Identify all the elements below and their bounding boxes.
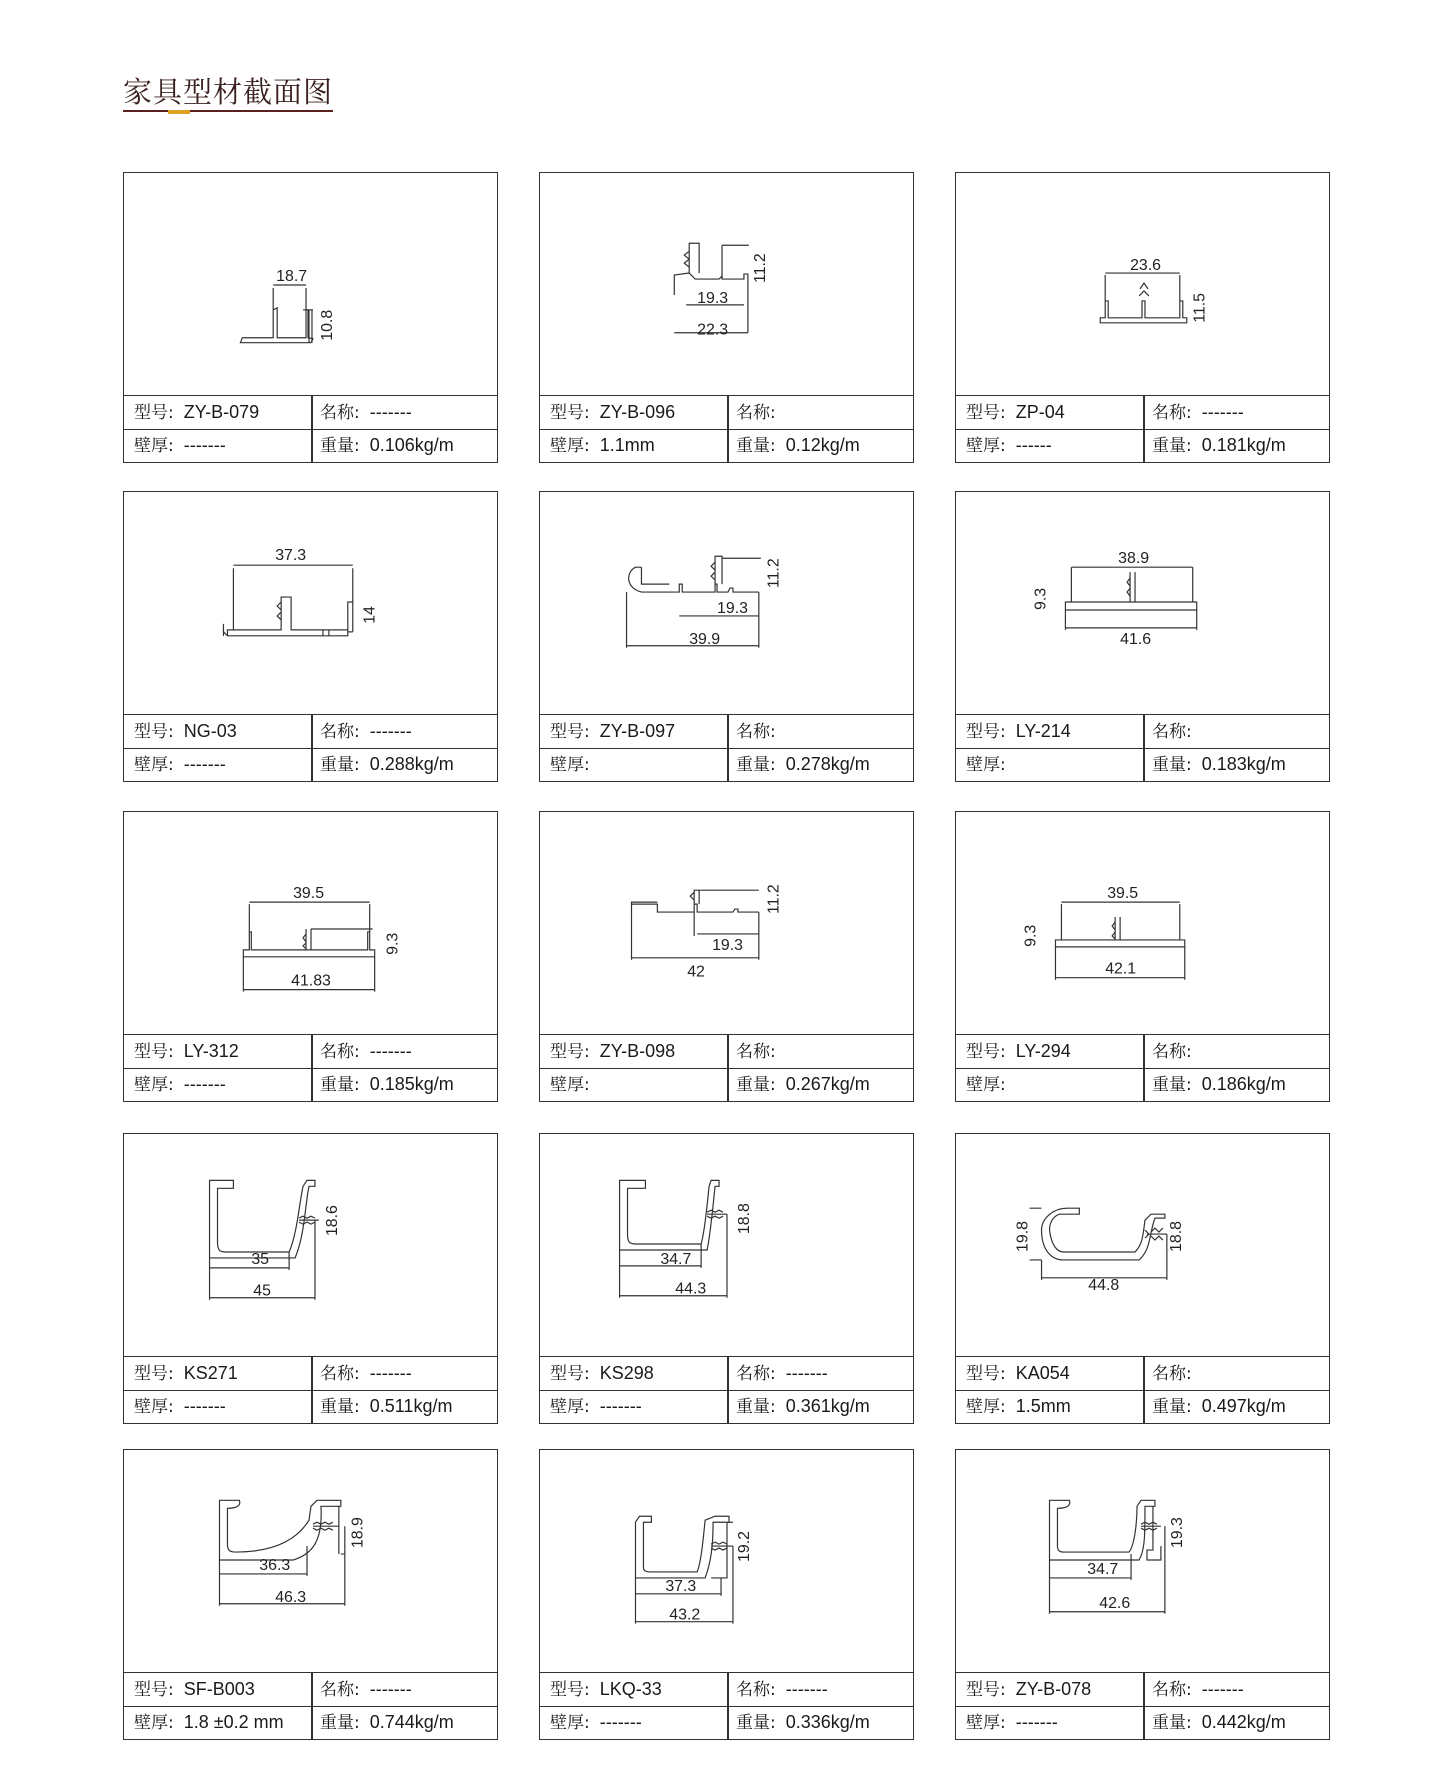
profile-drawing bbox=[124, 812, 497, 1037]
label-weight: 重量: bbox=[320, 1397, 360, 1417]
label-weight: 重量: bbox=[320, 1713, 360, 1733]
profile-drawing bbox=[540, 1134, 913, 1359]
label-model: 型号: bbox=[134, 722, 174, 742]
label-name: 名称: bbox=[1152, 1364, 1192, 1384]
profile-info-table bbox=[124, 1356, 497, 1423]
dim-width: 23.6 bbox=[1130, 257, 1162, 275]
name-value: ------- bbox=[369, 1041, 412, 1061]
dim-height: 19.2 bbox=[735, 1531, 753, 1563]
wall-value: ------ bbox=[1015, 435, 1052, 455]
label-wall: 壁厚: bbox=[134, 1075, 174, 1095]
label-name: 名称: bbox=[736, 1364, 776, 1384]
profile-info-table bbox=[124, 714, 497, 781]
title-accent-mark bbox=[168, 110, 190, 114]
model-value: LY-294 bbox=[1015, 1041, 1071, 1061]
profile-card-zy-b-097 bbox=[539, 491, 914, 782]
dim-height: 18.6 bbox=[323, 1205, 341, 1237]
label-model: 型号: bbox=[966, 403, 1006, 423]
model-value: ZY-B-079 bbox=[183, 402, 260, 422]
weight-value: 0.267kg/m bbox=[785, 1074, 870, 1094]
profile-drawing bbox=[540, 173, 913, 398]
label-wall: 壁厚: bbox=[550, 1713, 590, 1733]
profile-drawing bbox=[540, 492, 913, 717]
profile-card-sf-b003 bbox=[123, 1449, 498, 1740]
label-weight: 重量: bbox=[1152, 1397, 1192, 1417]
label-model: 型号: bbox=[134, 1042, 174, 1062]
label-name: 名称: bbox=[1152, 722, 1192, 742]
profile-drawing bbox=[956, 812, 1329, 1037]
weight-value: 0.186kg/m bbox=[1201, 1074, 1286, 1094]
dim-height: 10.8 bbox=[318, 309, 336, 341]
profile-drawing bbox=[956, 1134, 1329, 1359]
profile-card-lkq-33 bbox=[539, 1449, 914, 1740]
label-wall: 壁厚: bbox=[966, 1075, 1006, 1095]
model-value: LY-214 bbox=[1015, 721, 1071, 741]
profile-drawing bbox=[124, 1134, 497, 1359]
label-wall: 壁厚: bbox=[550, 436, 590, 456]
dim-width: 42.6 bbox=[1099, 1594, 1131, 1612]
wall-value: ------- bbox=[183, 754, 226, 774]
profile-drawing bbox=[124, 173, 497, 398]
wall-value: 1.8 ±0.2 mm bbox=[183, 1712, 284, 1732]
model-value: KS271 bbox=[183, 1363, 238, 1383]
dim-width: 45 bbox=[253, 1282, 272, 1300]
profile-drawing bbox=[540, 812, 913, 1037]
page-title: 家具型材截面图 bbox=[123, 75, 334, 109]
dim-height: 11.2 bbox=[751, 253, 769, 284]
label-name: 名称: bbox=[736, 403, 776, 423]
wall-value: ------- bbox=[599, 1396, 642, 1416]
dim-height: 9.3 bbox=[1032, 587, 1050, 610]
label-model: 型号: bbox=[550, 1042, 590, 1062]
weight-value: 0.361kg/m bbox=[785, 1396, 870, 1416]
wall-value: 1.5mm bbox=[1015, 1396, 1071, 1416]
model-value: ZP-04 bbox=[1015, 402, 1065, 422]
profile-drawing bbox=[124, 492, 497, 717]
label-model: 型号: bbox=[550, 1364, 590, 1384]
label-weight: 重量: bbox=[1152, 1075, 1192, 1095]
label-weight: 重量: bbox=[1152, 1713, 1192, 1733]
dim-inner-width: 19.3 bbox=[697, 289, 729, 307]
dim-height: 9.3 bbox=[1022, 924, 1040, 947]
profile-drawing bbox=[124, 1450, 497, 1675]
label-model: 型号: bbox=[134, 1364, 174, 1384]
dim-height: 11.2 bbox=[765, 884, 783, 915]
label-weight: 重量: bbox=[736, 755, 776, 775]
wall-value: ------- bbox=[183, 1396, 226, 1416]
dim-height: 14 bbox=[361, 606, 379, 624]
name-value: ------- bbox=[1201, 1679, 1244, 1699]
weight-value: 0.183kg/m bbox=[1201, 754, 1286, 774]
model-value: ZY-B-078 bbox=[1015, 1679, 1092, 1699]
label-wall: 壁厚: bbox=[550, 1075, 590, 1095]
model-value: LY-312 bbox=[183, 1041, 239, 1061]
label-name: 名称: bbox=[736, 1680, 776, 1700]
dim-inner-height: 18.8 bbox=[1167, 1221, 1185, 1252]
profile-info-table bbox=[124, 1034, 497, 1101]
profile-info-table bbox=[956, 1034, 1329, 1101]
profile-card-ng-03 bbox=[123, 491, 498, 782]
label-wall: 壁厚: bbox=[134, 1713, 174, 1733]
label-model: 型号: bbox=[550, 403, 590, 423]
weight-value: 0.288kg/m bbox=[369, 754, 454, 774]
profile-drawing bbox=[956, 492, 1329, 717]
label-model: 型号: bbox=[134, 1680, 174, 1700]
profile-info-table bbox=[956, 714, 1329, 781]
dim-outer-width: 41.83 bbox=[291, 972, 331, 990]
dim-width: 22.3 bbox=[697, 321, 729, 339]
label-wall: 壁厚: bbox=[134, 755, 174, 775]
weight-value: 0.497kg/m bbox=[1201, 1396, 1286, 1416]
profile-info-table bbox=[956, 395, 1329, 462]
dim-inner-width: 34.7 bbox=[660, 1250, 692, 1268]
weight-value: 0.744kg/m bbox=[369, 1712, 454, 1732]
dim-outer-width: 42.1 bbox=[1105, 960, 1137, 978]
dim-height: 18.8 bbox=[735, 1203, 753, 1235]
label-weight: 重量: bbox=[320, 436, 360, 456]
label-wall: 壁厚: bbox=[550, 1397, 590, 1417]
weight-value: 0.185kg/m bbox=[369, 1074, 454, 1094]
dim-inner-width: 37.3 bbox=[665, 1577, 697, 1595]
dim-width: 39.9 bbox=[689, 630, 721, 648]
dim-height: 19.8 bbox=[1014, 1221, 1032, 1252]
dim-inner-width: 19.3 bbox=[712, 936, 744, 954]
profile-card-ly-294 bbox=[955, 811, 1330, 1102]
dim-height: 9.3 bbox=[384, 932, 402, 955]
profile-card-zy-b-079 bbox=[123, 172, 498, 463]
label-weight: 重量: bbox=[736, 1713, 776, 1733]
dim-width: 46.3 bbox=[275, 1588, 307, 1606]
profile-card-zy-b-078 bbox=[955, 1449, 1330, 1740]
profile-card-zy-b-098 bbox=[539, 811, 914, 1102]
dim-inner-width: 35 bbox=[251, 1250, 270, 1268]
profile-info-table bbox=[956, 1672, 1329, 1739]
label-wall: 壁厚: bbox=[966, 1397, 1006, 1417]
dim-width: 18.7 bbox=[276, 268, 308, 286]
label-weight: 重量: bbox=[736, 436, 776, 456]
label-name: 名称: bbox=[320, 1680, 360, 1700]
dim-width: 44.3 bbox=[675, 1280, 707, 1298]
wall-value: ------- bbox=[183, 435, 226, 455]
label-name: 名称: bbox=[320, 1364, 360, 1384]
profile-info-table bbox=[124, 1672, 497, 1739]
label-wall: 壁厚: bbox=[550, 755, 590, 775]
label-weight: 重量: bbox=[320, 755, 360, 775]
model-value: KS298 bbox=[599, 1363, 654, 1383]
dim-width: 43.2 bbox=[669, 1606, 701, 1624]
label-name: 名称: bbox=[320, 403, 360, 423]
wall-value: ------- bbox=[183, 1074, 226, 1094]
profile-card-zp-04 bbox=[955, 172, 1330, 463]
weight-value: 0.442kg/m bbox=[1201, 1712, 1286, 1732]
dim-height: 19.3 bbox=[1168, 1517, 1186, 1549]
dim-width: 44.8 bbox=[1088, 1276, 1120, 1294]
label-model: 型号: bbox=[550, 1680, 590, 1700]
dim-width: 42 bbox=[687, 963, 705, 981]
title-underline bbox=[123, 110, 333, 112]
label-weight: 重量: bbox=[320, 1075, 360, 1095]
model-value: ZY-B-098 bbox=[599, 1041, 676, 1061]
label-model: 型号: bbox=[966, 1364, 1006, 1384]
weight-value: 0.511kg/m bbox=[369, 1396, 453, 1416]
label-name: 名称: bbox=[736, 722, 776, 742]
label-model: 型号: bbox=[966, 722, 1006, 742]
model-value: LKQ-33 bbox=[599, 1679, 662, 1699]
model-value: KA054 bbox=[1015, 1363, 1070, 1383]
label-name: 名称: bbox=[320, 1042, 360, 1062]
label-model: 型号: bbox=[966, 1042, 1006, 1062]
name-value: ------- bbox=[369, 721, 412, 741]
label-model: 型号: bbox=[134, 403, 174, 423]
model-value: ZY-B-097 bbox=[599, 721, 676, 741]
model-value: NG-03 bbox=[183, 721, 237, 741]
label-model: 型号: bbox=[966, 1680, 1006, 1700]
name-value: ------- bbox=[369, 402, 412, 422]
wall-value: ------- bbox=[599, 1712, 642, 1732]
label-weight: 重量: bbox=[1152, 755, 1192, 775]
label-name: 名称: bbox=[1152, 1680, 1192, 1700]
profile-card-ly-214 bbox=[955, 491, 1330, 782]
dim-inner-width: 19.3 bbox=[717, 599, 749, 617]
label-wall: 壁厚: bbox=[966, 1713, 1006, 1733]
dim-width: 37.3 bbox=[275, 547, 307, 565]
weight-value: 0.106kg/m bbox=[369, 435, 454, 455]
model-value: SF-B003 bbox=[183, 1679, 255, 1699]
name-value: ------- bbox=[1201, 402, 1244, 422]
label-name: 名称: bbox=[320, 722, 360, 742]
dim-inner-width: 34.7 bbox=[1087, 1560, 1119, 1578]
dim-width: 39.5 bbox=[293, 885, 325, 903]
dim-width: 39.5 bbox=[1107, 885, 1139, 903]
dim-outer-width: 41.6 bbox=[1120, 630, 1152, 648]
dim-width: 38.9 bbox=[1118, 550, 1150, 568]
profile-info-table bbox=[124, 395, 497, 462]
profile-card-ks298 bbox=[539, 1133, 914, 1424]
weight-value: 0.336kg/m bbox=[785, 1712, 870, 1732]
name-value: ------- bbox=[369, 1363, 412, 1383]
label-wall: 壁厚: bbox=[966, 436, 1006, 456]
name-value: ------- bbox=[369, 1679, 412, 1699]
dim-height: 18.9 bbox=[349, 1517, 367, 1549]
name-value: ------- bbox=[785, 1679, 828, 1699]
wall-value: 1.1mm bbox=[599, 435, 655, 455]
profile-drawing bbox=[540, 1450, 913, 1675]
label-name: 名称: bbox=[1152, 1042, 1192, 1062]
label-weight: 重量: bbox=[1152, 436, 1192, 456]
profile-drawing bbox=[956, 173, 1329, 398]
label-name: 名称: bbox=[736, 1042, 776, 1062]
label-weight: 重量: bbox=[736, 1075, 776, 1095]
label-wall: 壁厚: bbox=[134, 1397, 174, 1417]
profile-info-table bbox=[540, 714, 913, 781]
weight-value: 0.278kg/m bbox=[785, 754, 870, 774]
label-wall: 壁厚: bbox=[134, 436, 174, 456]
wall-value: ------- bbox=[1015, 1712, 1058, 1732]
dim-inner-width: 36.3 bbox=[259, 1556, 291, 1574]
profile-card-zy-b-096 bbox=[539, 172, 914, 463]
label-name: 名称: bbox=[1152, 403, 1192, 423]
label-model: 型号: bbox=[550, 722, 590, 742]
label-weight: 重量: bbox=[736, 1397, 776, 1417]
profile-card-ks271 bbox=[123, 1133, 498, 1424]
profile-info-table bbox=[540, 395, 913, 462]
profile-info-table bbox=[956, 1356, 1329, 1423]
model-value: ZY-B-096 bbox=[599, 402, 676, 422]
label-wall: 壁厚: bbox=[966, 755, 1006, 775]
profile-card-ly-312 bbox=[123, 811, 498, 1102]
profile-info-table bbox=[540, 1356, 913, 1423]
weight-value: 0.12kg/m bbox=[785, 435, 860, 455]
dim-height: 11.5 bbox=[1191, 293, 1209, 323]
profile-info-table bbox=[540, 1034, 913, 1101]
profile-info-table bbox=[540, 1672, 913, 1739]
dim-height: 11.2 bbox=[765, 558, 783, 589]
profile-drawing bbox=[956, 1450, 1329, 1675]
weight-value: 0.181kg/m bbox=[1201, 435, 1286, 455]
profile-card-ka054 bbox=[955, 1133, 1330, 1424]
name-value: ------- bbox=[785, 1363, 828, 1383]
